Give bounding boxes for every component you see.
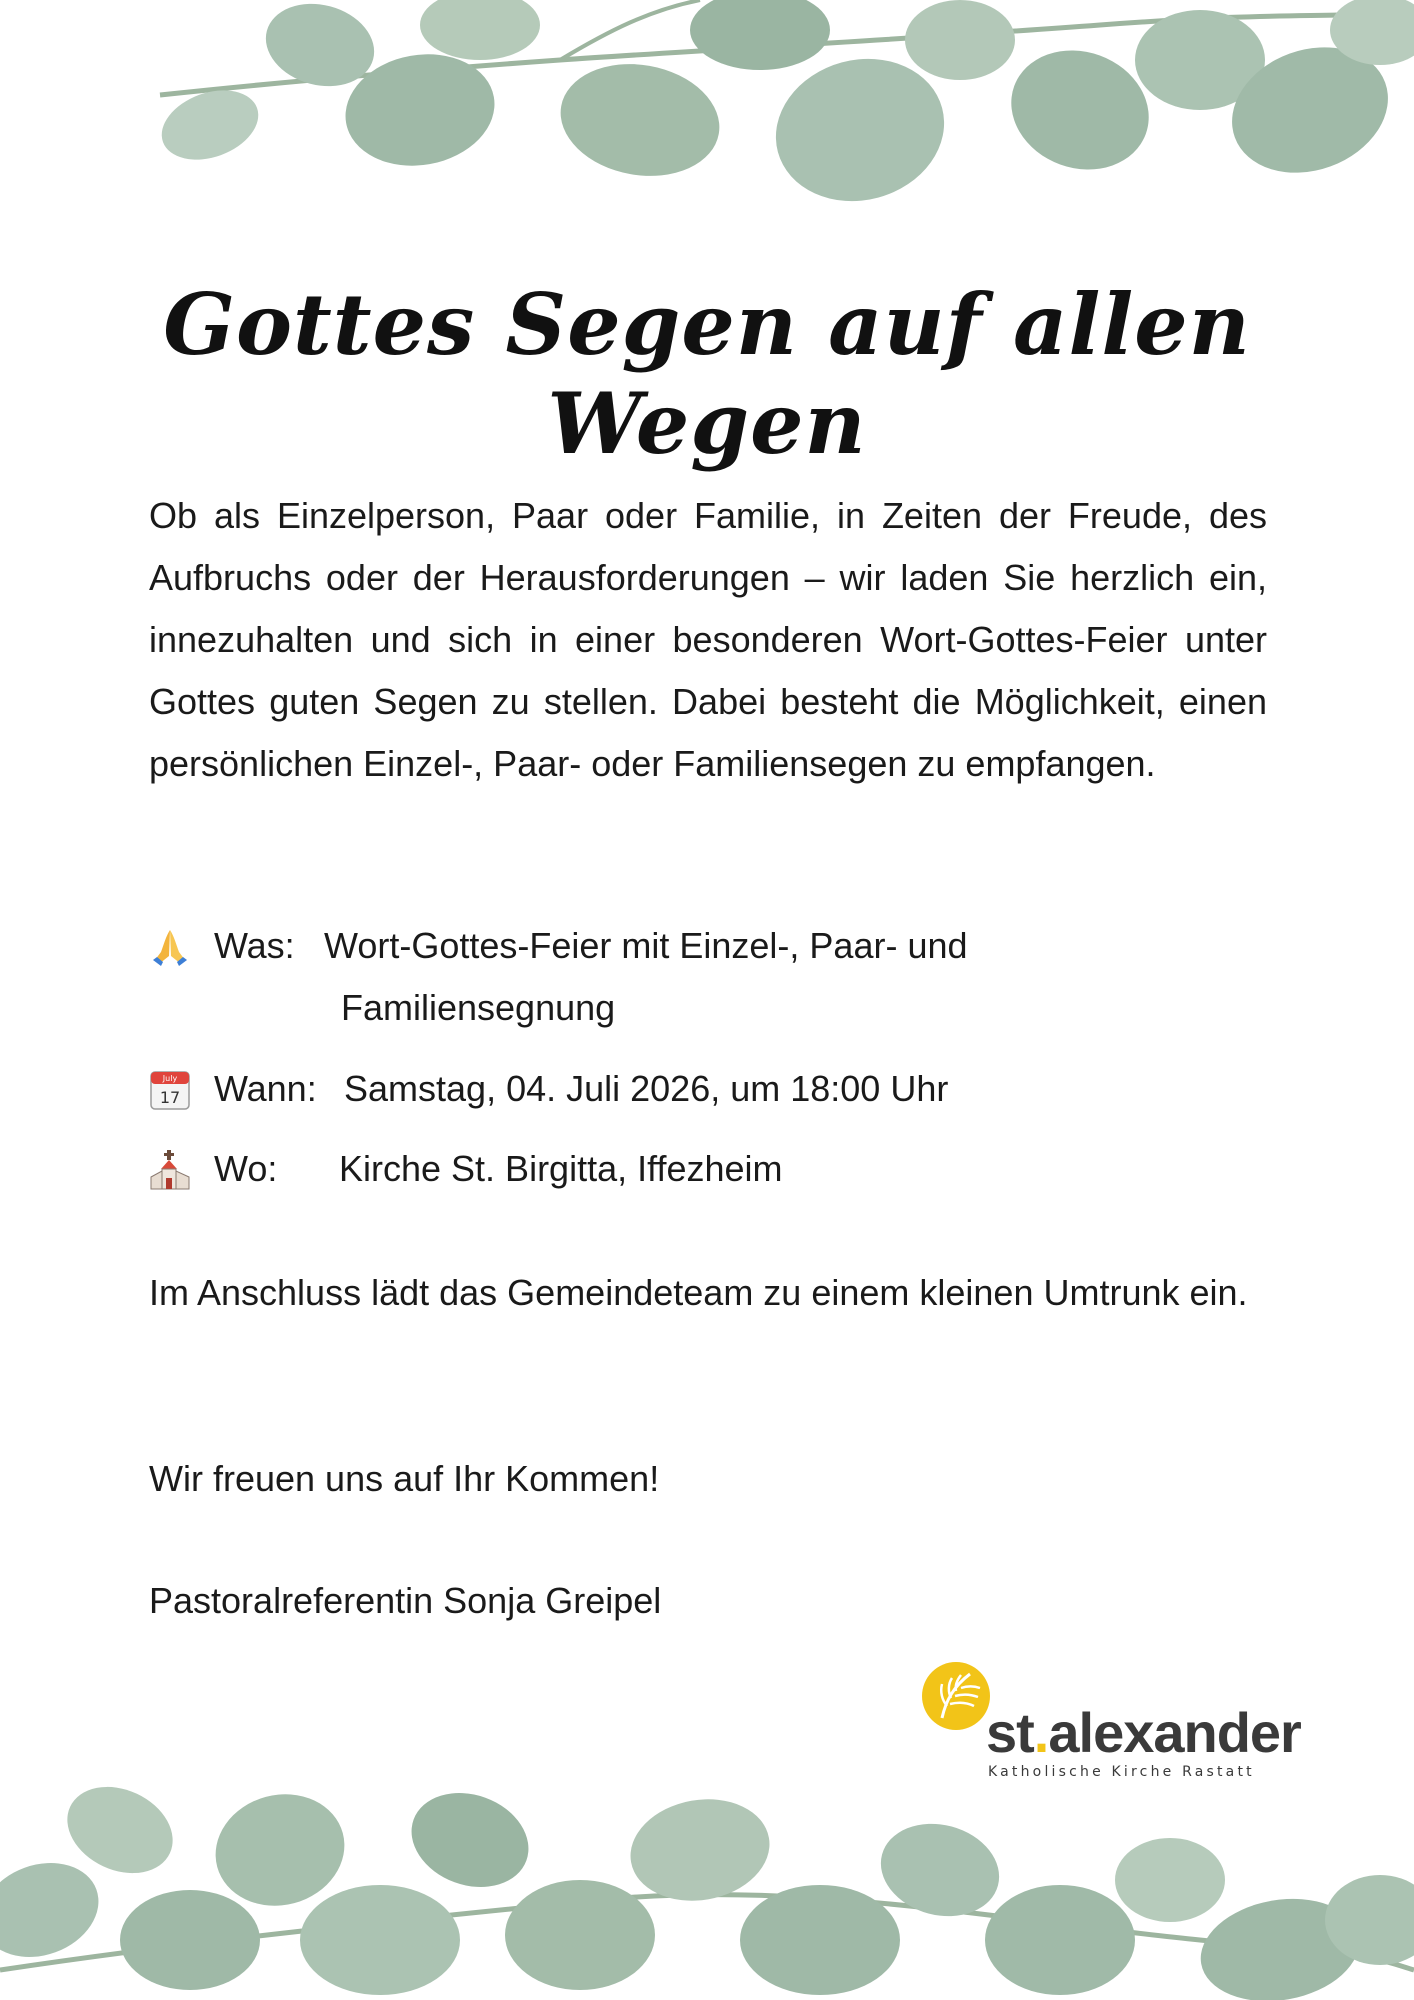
closing-text: Wir freuen uns auf Ihr Kommen! xyxy=(149,1458,660,1499)
logo-tagline: Katholische Kirche Rastatt xyxy=(988,1764,1255,1780)
calendar-day: 17 xyxy=(159,1088,181,1107)
logo-name-part2: alexander xyxy=(1048,1701,1301,1764)
eucalyptus-bottom-decoration xyxy=(0,1770,1414,2000)
palm-frond-icon xyxy=(920,1660,992,1732)
detail-what-value xyxy=(324,915,1084,1039)
logo-name-part1: st xyxy=(986,1701,1034,1764)
detail-when-label: Wann: xyxy=(214,1068,317,1109)
praying-hands-icon xyxy=(149,926,191,968)
signature: Pastoralreferentin Sonja Greipel xyxy=(149,1580,662,1621)
detail-what-value-line1: Wort-Gottes-Feier mit Einzel-, Paar- und xyxy=(324,925,968,966)
detail-what-label: Was: xyxy=(214,925,295,966)
logo-wordmark xyxy=(986,1700,1301,1765)
church-icon xyxy=(149,1149,191,1191)
detail-what xyxy=(149,915,1267,1058)
event-details xyxy=(149,915,1267,1200)
detail-when-value: Samstag, 04. Juli 2026, um 18:00 Uhr xyxy=(344,1068,949,1109)
after-paragraph: Im Anschluss lädt das Gemeindeteam zu einem kleinen Umtrunk ein. xyxy=(149,1272,1248,1313)
logo-name-dot: . xyxy=(1033,1701,1049,1764)
detail-when xyxy=(149,1058,1267,1138)
detail-where-label: Wo: xyxy=(214,1148,278,1189)
detail-what-value-line2: Familiensegnung xyxy=(341,987,616,1028)
st-alexander-logo xyxy=(920,1660,1360,1780)
detail-where xyxy=(149,1138,1267,1200)
calendar-icon xyxy=(149,1069,191,1111)
detail-where-value: Kirche St. Birgitta, Iffezheim xyxy=(339,1148,783,1189)
intro-paragraph: Ob als Einzelperson, Paar oder Familie, in Zeiten der Freude, des Aufbruchs oder der Herausforderungen – wir laden Sie herzlich ein, innezuhalten und sich in einer besonderen Wort-Gottes-Feier unter Gottes guten Segen zu stellen. Dabei besteht die Möglichkeit, einen persönlichen Einzel-, Paar- oder Familiensegen zu empfangen. xyxy=(149,495,1267,784)
page-title: Gottes Segen auf allen Wegen xyxy=(163,275,1251,473)
eucalyptus-top-decoration xyxy=(0,0,1414,240)
calendar-month: July xyxy=(162,1074,178,1083)
